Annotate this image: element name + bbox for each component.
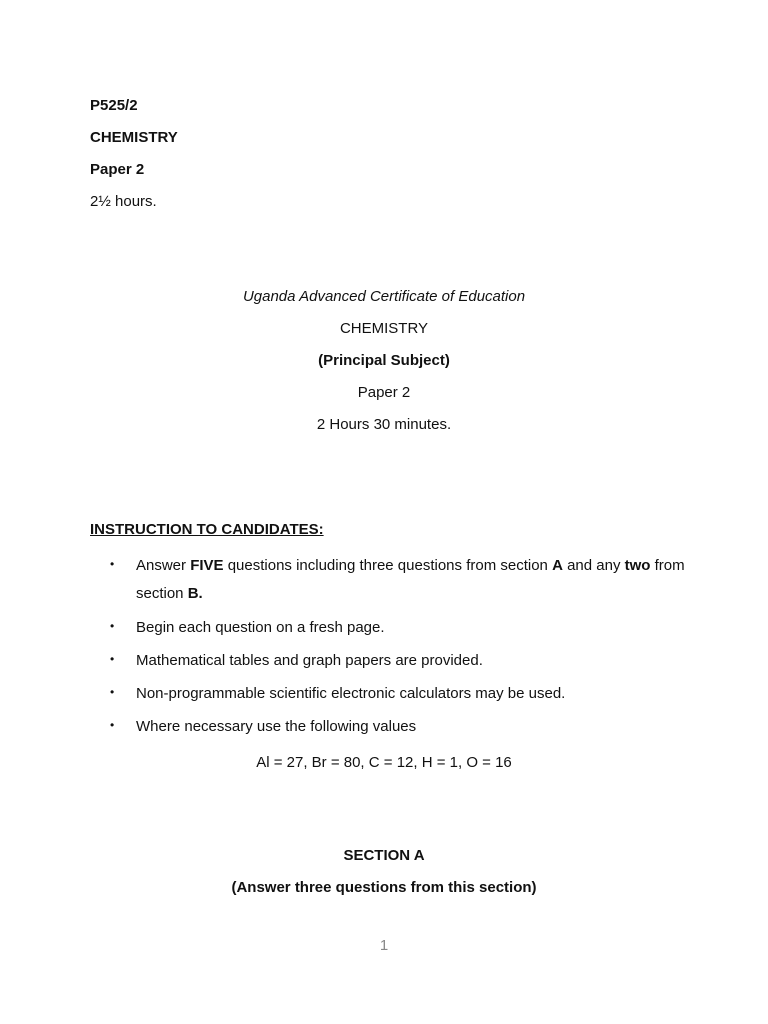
section-subtitle: (Answer three questions from this section) xyxy=(231,879,537,896)
subject-heading: CHEMISTRY xyxy=(90,129,178,146)
instruction-item-fresh-page xyxy=(110,614,710,642)
instruction-text: and any xyxy=(562,557,625,574)
bullet-icon: • xyxy=(110,685,115,699)
duration-text: 2½ hours. xyxy=(90,193,157,210)
instruction-emphasis: B. xyxy=(187,585,203,602)
instruction-emphasis: two xyxy=(624,557,651,574)
bullet-icon: • xyxy=(110,718,115,732)
exam-header xyxy=(90,96,178,224)
paper-number: Paper 2 xyxy=(90,161,145,178)
instruction-emphasis: FIVE xyxy=(190,557,224,574)
section-heading-block xyxy=(0,846,768,910)
bullet-icon: • xyxy=(110,557,115,571)
bullet-icon: • xyxy=(110,619,115,633)
title-block xyxy=(0,287,768,447)
instruction-text: Mathematical tables and graph papers are provided. xyxy=(136,652,483,669)
title-subject: CHEMISTRY xyxy=(339,320,429,337)
title-paper: Paper 2 xyxy=(357,384,411,401)
instruction-text: Begin each question on a fresh page. xyxy=(136,619,385,636)
principal-subject: (Principal Subject) xyxy=(318,352,450,369)
instruction-text: Where necessary use the following values xyxy=(136,718,417,735)
instruction-text: questions including three questions from section xyxy=(223,557,553,574)
title-duration: 2 Hours 30 minutes. xyxy=(316,416,452,433)
instruction-item-calculators xyxy=(110,680,710,708)
certificate-title: Uganda Advanced Certificate of Education xyxy=(242,288,526,305)
section-title: SECTION A xyxy=(343,847,425,864)
instruction-item-values xyxy=(110,713,710,741)
instruction-item-tables xyxy=(110,647,710,675)
instruction-text: from section xyxy=(136,557,685,602)
page-number: 1 xyxy=(379,937,389,954)
instructions-heading: INSTRUCTION TO CANDIDATES: xyxy=(90,521,324,538)
instruction-text: Answer xyxy=(136,557,191,574)
instruction-text: Non-programmable scientific electronic calculators may be used. xyxy=(136,685,566,702)
atomic-mass-values: Al = 27, Br = 80, C = 12, H = 1, O = 16 xyxy=(256,754,512,771)
bullet-icon: • xyxy=(110,652,115,666)
instruction-item-answer xyxy=(110,552,710,608)
paper-code: P525/2 xyxy=(90,97,138,114)
instruction-emphasis: A xyxy=(552,557,563,574)
instructions-list xyxy=(110,552,710,746)
